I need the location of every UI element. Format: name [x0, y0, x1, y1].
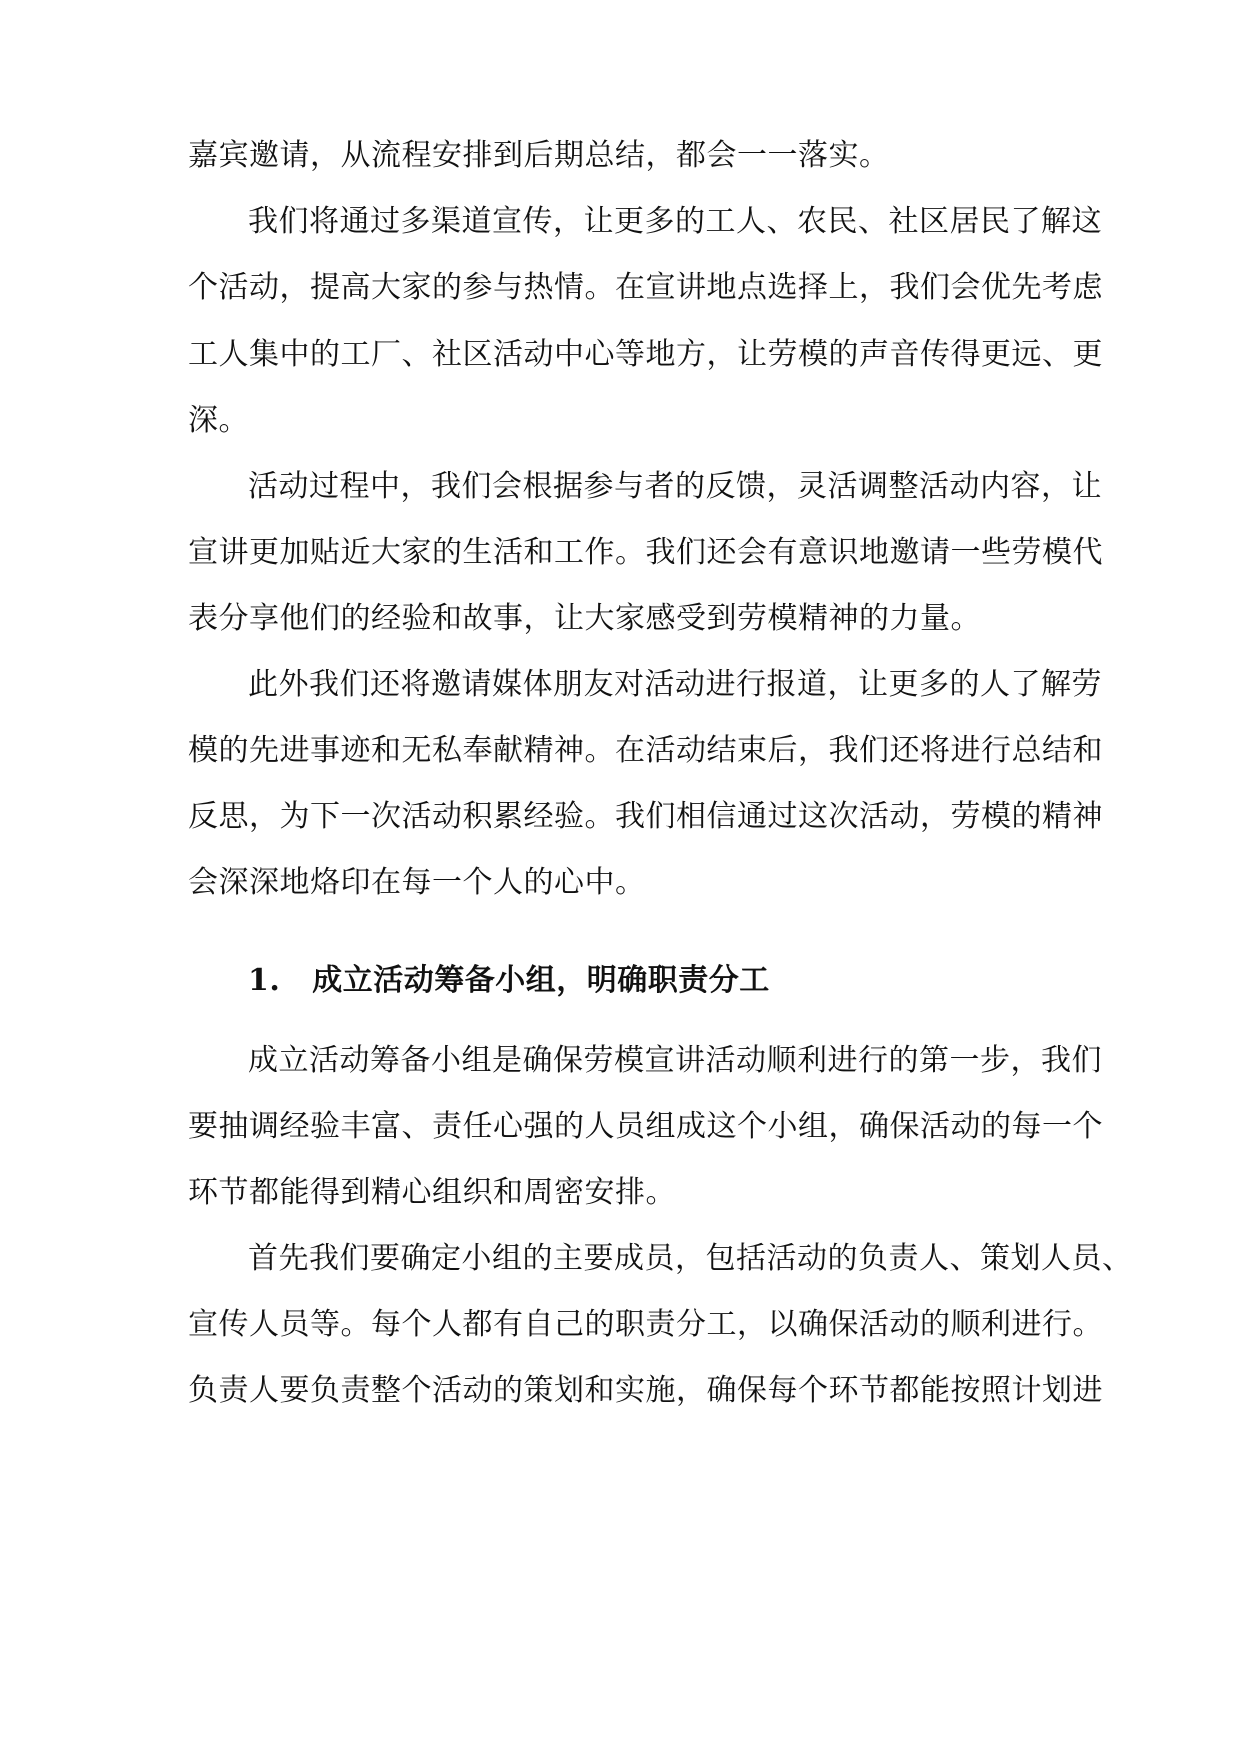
paragraph-line: 要抽调经验丰富、责任心强的人员组成这个小组，确保活动的每一个 — [188, 1109, 1103, 1144]
paragraph-line: 宣讲更加贴近大家的生活和工作。我们还会有意识地邀请一些劳模代 — [188, 535, 1103, 570]
paragraph-line: 个活动，提高大家的参与热情。在宣讲地点选择上，我们会优先考虑 — [188, 270, 1103, 305]
paragraph-line: 负责人要负责整个活动的策划和实施，确保每个环节都能按照计划进 — [188, 1373, 1103, 1408]
section-heading-text: 成立活动筹备小组，明确职责分工 — [312, 963, 770, 998]
paragraph-line: 会深深地烙印在每一个人的心中。 — [188, 865, 646, 900]
paragraph-line: 成立活动筹备小组是确保劳模宣讲活动顺利进行的第一步，我们 — [248, 1043, 1102, 1078]
paragraph-line: 首先我们要确定小组的主要成员，包括活动的负责人、策划人员、 — [248, 1241, 1133, 1276]
paragraph-line: 我们将通过多渠道宣传，让更多的工人、农民、社区居民了解这 — [248, 204, 1102, 239]
paragraph-line: 活动过程中，我们会根据参与者的反馈，灵活调整活动内容，让 — [248, 469, 1102, 504]
paragraph-line: 工人集中的工厂、社区活动中心等地方，让劳模的声音传得更远、更 — [188, 337, 1103, 372]
paragraph-line: 环节都能得到精心组织和周密安排。 — [188, 1175, 676, 1210]
paragraph-line: 此外我们还将邀请媒体朋友对活动进行报道，让更多的人了解劳 — [248, 667, 1102, 702]
section-heading — [248, 963, 770, 999]
paragraph-line: 表分享他们的经验和故事，让大家感受到劳模精神的力量。 — [188, 601, 981, 636]
section-heading-number: 1. — [248, 963, 281, 998]
paragraph-line: 嘉宾邀请，从流程安排到后期总结，都会一一落实。 — [188, 138, 890, 173]
paragraph-line: 深。 — [188, 403, 249, 438]
paragraph-line: 宣传人员等。每个人都有自己的职责分工，以确保活动的顺利进行。 — [188, 1307, 1103, 1342]
paragraph-line: 模的先进事迹和无私奉献精神。在活动结束后，我们还将进行总结和 — [188, 733, 1103, 768]
paragraph-line: 反思，为下一次活动积累经验。我们相信通过这次活动，劳模的精神 — [188, 799, 1103, 834]
